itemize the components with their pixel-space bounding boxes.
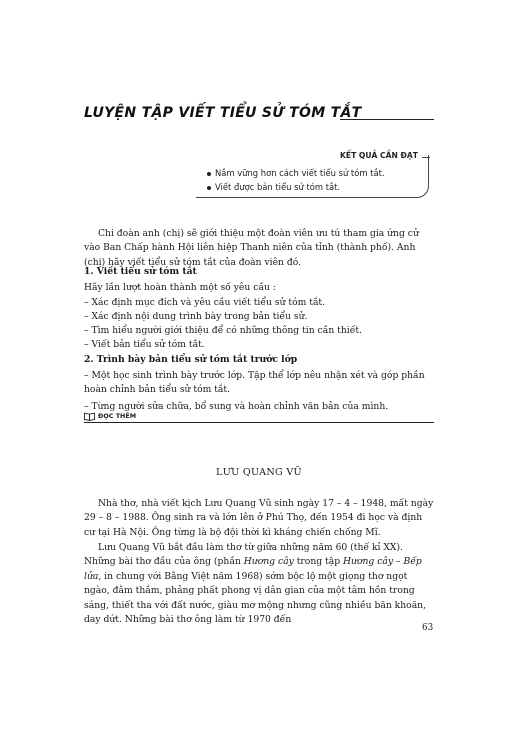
section1-item: – Xác định mục đích và yêu cầu viết tiểu sử tóm tắt. — [84, 297, 326, 308]
section1-lead: Hãy lần lượt hoàn thành một số yêu cầu : — [84, 282, 276, 293]
lesson-title: LUYỆN TẬP VIẾT TIỂU SỬ TÓM TẮT — [84, 105, 362, 121]
reading-label: ĐỌC THÊM — [98, 412, 137, 420]
bullet-icon — [207, 172, 211, 176]
reading-rule — [84, 422, 434, 423]
bullet-icon — [207, 186, 211, 190]
section2-heading: 2. Trình bày bản tiểu sử tóm tắt trước lớp — [84, 354, 298, 365]
reading-header — [84, 411, 434, 427]
section1-item: – Tìm hiểu người giới thiệu để có những thông tin cần thiết. — [84, 325, 362, 336]
section1-item: – Viết bản tiểu sử tóm tắt. — [84, 339, 205, 350]
page-number: 63 — [422, 623, 434, 633]
goal-item: Nắm vững hơn cách viết tiểu sử tóm tắt. — [207, 168, 385, 178]
section1-item: – Xác định nội dung trình bày trong bản tiểu sử. — [84, 311, 308, 322]
intro-paragraph: Chi đoàn anh (chị) sẽ giới thiệu một đoàn viên ưu tú tham gia ứng cử vào Ban Chấp hành Hội liên hiệp Thanh niên của tỉnh (thành phố). Anh (chị) hãy viết tiểu sử tóm tắt của đoàn viên đó. — [84, 228, 419, 268]
article-title: LƯU QUANG VŨ — [216, 467, 302, 478]
section1-heading: 1. Viết tiểu sử tóm tắt — [84, 266, 197, 277]
article-paragraph-1: Nhà thơ, nhà viết kịch Lưu Quang Vũ sinh ngày 17 – 4 – 1948, mất ngày 29 – 8 – 1988. Ông sinh ra và lớn lên ở Phú Thọ, đến 1954 đi học và định cư tại Hà Nội. Ông từng là bộ đội thời kì kháng chiến chống Mĩ. — [84, 498, 434, 538]
section2-item: – Một học sinh trình bày trước lớp. Tập thể lớp nêu nhận xét và góp phần hoàn chỉnh bản tiểu sử tóm tắt. — [84, 370, 425, 396]
goal-item: Viết được bản tiểu sử tóm tắt. — [207, 182, 340, 192]
lesson-title-row — [84, 105, 434, 125]
article-paragraph-2: Lưu Quang Vũ bắt đầu làm thơ từ giữa những năm 60 (thế kỉ XX). Những bài thơ đầu của ông (phần Hương cây trong tập Hương cây – Bếp lửa, in chung với Bằng Việt năm 1968) sớm bộc lộ một giọng thơ ngọt ngào, đằm thắm, phảng phất phong vị dân gian của một tâm hồn trong sáng, thiết tha với đất nước, giàu mơ mộng nhưng cũng nhiều băn khoăn, day dứt. Những bài thơ ông làm từ 1970 đến — [84, 542, 427, 626]
title-rule — [340, 119, 434, 120]
section2-item: – Từng người sửa chữa, bổ sung và hoàn chỉnh văn bản của mình. — [84, 401, 389, 412]
goals-box-top-line — [422, 157, 430, 158]
book-icon — [84, 412, 95, 421]
goals-heading: KẾT QUẢ CẦN ĐẠT — [340, 151, 418, 160]
